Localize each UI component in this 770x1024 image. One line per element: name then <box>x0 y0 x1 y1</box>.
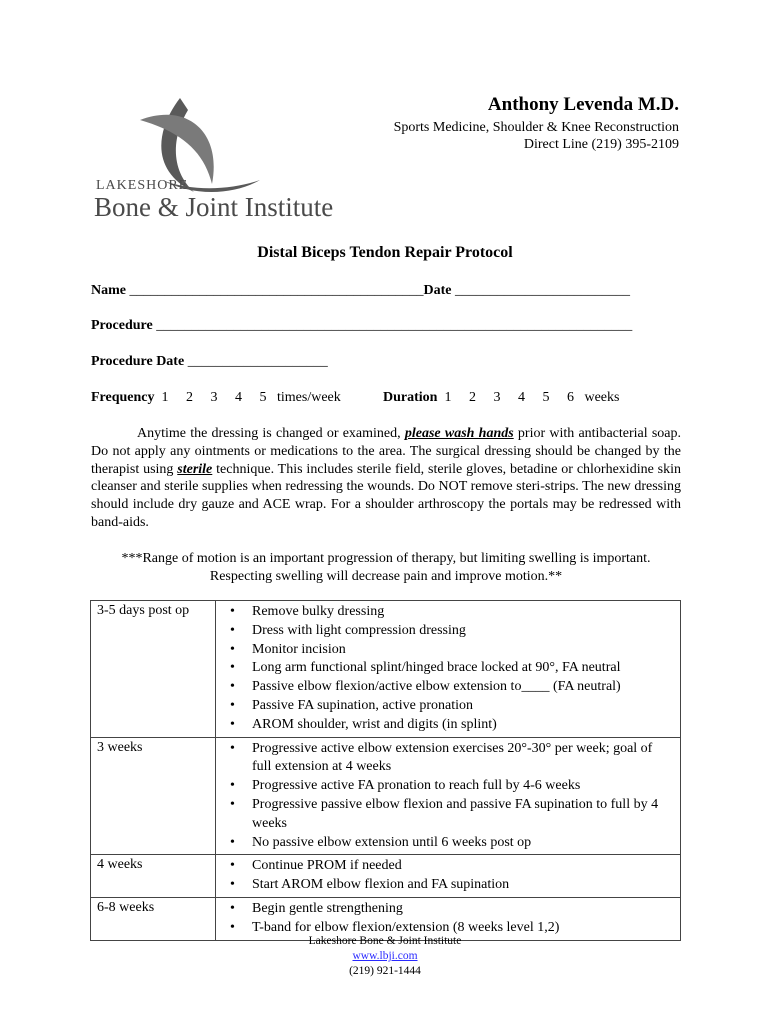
document-title: Distal Biceps Tendon Repair Protocol <box>257 244 513 261</box>
frequency-label: Frequency <box>91 390 155 405</box>
footer-url-row <box>0 949 770 964</box>
logo-wordmark-small: LAKESHORE <box>96 178 189 193</box>
table-row <box>91 855 681 898</box>
frequency-options[interactable]: 1 2 3 4 5 times/week <box>154 390 341 405</box>
table-row <box>91 737 681 855</box>
list-item: • Remove bulky dressing <box>250 603 674 622</box>
duration-row <box>383 390 619 406</box>
phase-instructions-cell <box>216 737 681 855</box>
date-label: Date <box>423 283 452 298</box>
doctor-name: Anthony Levenda M.D. <box>487 94 679 115</box>
sterile-emphasis: sterile <box>177 461 213 477</box>
list-item: • No passive elbow extension until 6 weeks post op <box>250 834 674 853</box>
dressing-instructions: Anytime the dressing is changed or examined, please wash hands prior with antibacterial soap. Do not apply any ointments or medications to the area. The surgical dressing should be changed by the therapist using sterile technique. This includes sterile field, sterile gloves, betadine or chlorhexidine skin cleanser and sterile supplies when redressing the wounds. Do NOT remove steri-strips. The new dressing should include dry gauze and ACE wrap. For a shoulder arthroscopy the portals may be redressed with band-aids. <box>91 426 682 530</box>
list-item: • Begin gentle strengthening <box>250 900 674 919</box>
list-item: • Long arm functional splint/hinged brace locked at 90°, FA neutral <box>250 659 674 678</box>
footer-phone: (219) 921-1444 <box>349 965 421 977</box>
name-label: Name <box>91 283 126 298</box>
range-of-motion-note: ***Range of motion is an important progression of therapy, but limiting swelling is important. Respecting swelling will decrease pain and improve motion.** <box>121 551 651 584</box>
frequency-row <box>91 390 341 406</box>
list-item: • Start AROM elbow flexion and FA supination <box>250 876 674 895</box>
list-item: • Progressive passive elbow flexion and passive FA supination to full by 4 weeks <box>250 796 674 834</box>
table-row <box>91 601 681 738</box>
phase-instructions-cell <box>216 855 681 898</box>
list-item: • Dress with light compression dressing <box>250 622 674 641</box>
phase-cell: 6-8 weeks <box>91 897 216 940</box>
protocol-table <box>90 600 681 941</box>
phase-cell: 4 weeks <box>91 855 216 898</box>
procedure-field[interactable]: ____________________________________________________________________ <box>152 318 633 333</box>
wash-hands-emphasis: please wash hands <box>404 426 514 441</box>
list-item: • Progressive active elbow extension exercises 20°-30° per week; goal of full extension at 4 weeks <box>250 740 674 778</box>
duration-options[interactable]: 1 2 3 4 5 6 weeks <box>437 390 620 405</box>
doctor-direct-line: Direct Line (219) 395-2109 <box>523 137 679 152</box>
procedure-row <box>91 318 632 334</box>
name-date-row <box>91 283 630 299</box>
doctor-specialty: Sports Medicine, Shoulder & Knee Reconstruction <box>393 120 679 135</box>
phase-instructions-cell <box>216 601 681 738</box>
duration-label: Duration <box>383 390 438 405</box>
date-field[interactable]: _________________________ <box>451 283 630 298</box>
list-item: • Continue PROM if needed <box>250 857 674 876</box>
name-field[interactable]: __________________________________________ <box>126 283 424 298</box>
procedure-date-field[interactable]: ____________________ <box>184 354 328 369</box>
list-item: • T-band for elbow flexion/extension (8 weeks level 1,2) <box>250 919 674 938</box>
list-item: • Monitor incision <box>250 641 674 660</box>
list-item: • Passive elbow flexion/active elbow extension to____ (FA neutral) <box>250 678 674 697</box>
procedure-label: Procedure <box>91 318 153 333</box>
logo-wordmark: Bone & Joint Institute <box>94 192 334 222</box>
footer-link[interactable]: www.lbji.com <box>352 950 418 962</box>
phase-cell: 3-5 days post op <box>91 601 216 738</box>
procedure-date-label: Procedure Date <box>91 354 185 369</box>
list-item: • Passive FA supination, active pronation <box>250 697 674 716</box>
list-item: • AROM shoulder, wrist and digits (in splint) <box>250 716 674 735</box>
footer-org: Lakeshore Bone & Joint Institute <box>308 935 462 947</box>
list-item: • Progressive active FA pronation to reach full by 4-6 weeks <box>250 777 674 796</box>
procedure-date-row <box>91 354 328 370</box>
phase-cell: 3 weeks <box>91 737 216 855</box>
